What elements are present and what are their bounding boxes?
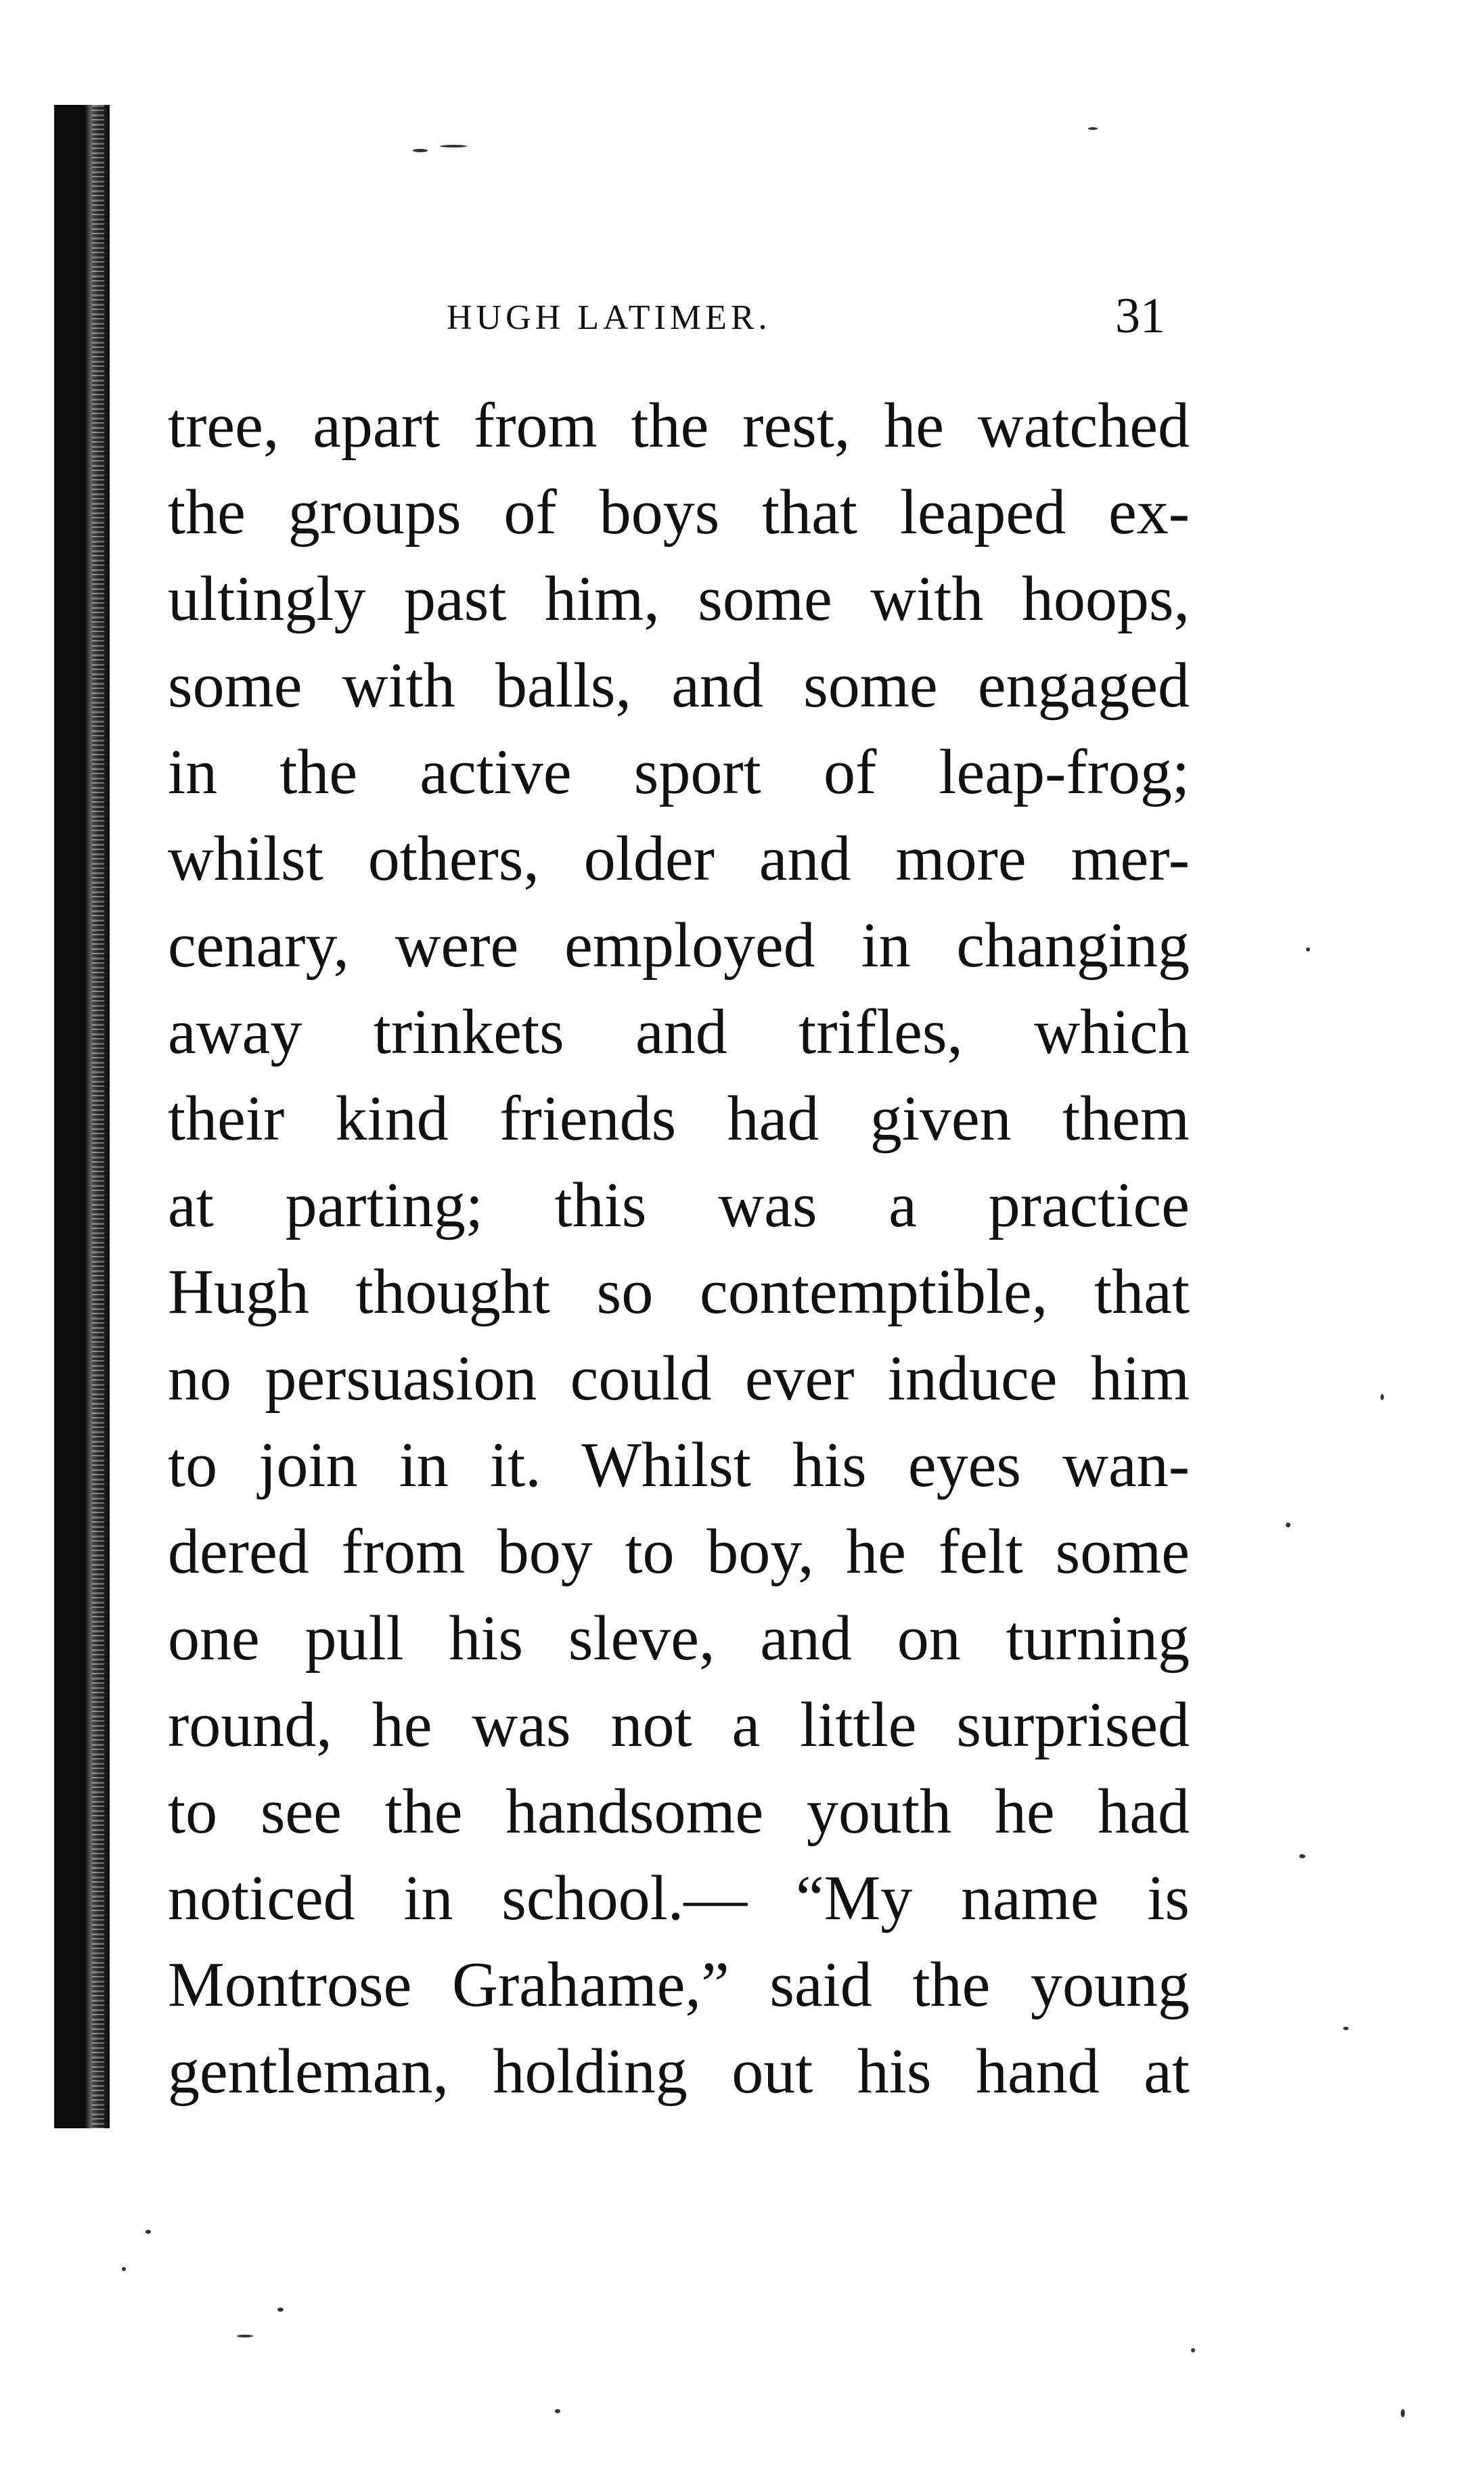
scan-speck [1343, 2027, 1349, 2030]
text-line: the groups of boys that leaped ex- [168, 477, 1190, 547]
text-line: noticed in school.— “My name is [168, 1863, 1190, 1933]
text-line: cenary, were employed in changing [168, 910, 1190, 981]
scan-speck [1286, 1523, 1290, 1527]
text-line: Montrose Grahame,” said the young [168, 1950, 1190, 2020]
text-line: away trinkets and trifles, which [168, 997, 1190, 1067]
text-line: dered from boy to boy, he felt some [168, 1517, 1190, 1587]
scan-speck [1299, 1854, 1305, 1858]
scan-speck [1306, 947, 1310, 951]
scan-speck [277, 2308, 284, 2312]
page-number: 31 [1115, 288, 1165, 344]
header-title: HUGH LATIMER. [447, 298, 771, 337]
text-line: in the active sport of leap-frog; [168, 737, 1190, 807]
scan-speck [122, 2267, 126, 2271]
scan-speck [1191, 2348, 1195, 2352]
text-line: gentleman, holding out his hand at [168, 2036, 1190, 2107]
scan-speck [413, 149, 428, 152]
text-line: their kind friends had given them [168, 1083, 1190, 1154]
scan-speck [440, 145, 467, 148]
scan-speck [1380, 1394, 1384, 1400]
running-head [0, 288, 1484, 345]
text-line: ultingly past him, some with hoops, [168, 564, 1190, 634]
scan-speck [1401, 2409, 1405, 2417]
text-line: tree, apart from the rest, he watched [168, 390, 1190, 461]
text-line: round, he was not a little surprised [168, 1690, 1190, 1760]
text-line: Hugh thought so contemptible, that [168, 1257, 1190, 1327]
text-line: no persuasion could ever induce him [168, 1343, 1190, 1414]
text-line: at parting; this was a practice [168, 1170, 1190, 1240]
text-line: some with balls, and some engaged [168, 650, 1190, 721]
text-line: to see the handsome youth he had [168, 1776, 1190, 1847]
scan-speck [1088, 127, 1098, 130]
binding-shadow [54, 105, 110, 2128]
scan-speck [555, 2409, 560, 2413]
body-text [168, 382, 1190, 2115]
scan-speck [145, 2230, 151, 2234]
scan-speck [237, 2335, 253, 2337]
text-line: one pull his sleve, and on turning [168, 1603, 1190, 1674]
text-line: to join in it. Whilst his eyes wan- [168, 1430, 1190, 1500]
text-line: whilst others, older and more mer- [168, 824, 1190, 894]
